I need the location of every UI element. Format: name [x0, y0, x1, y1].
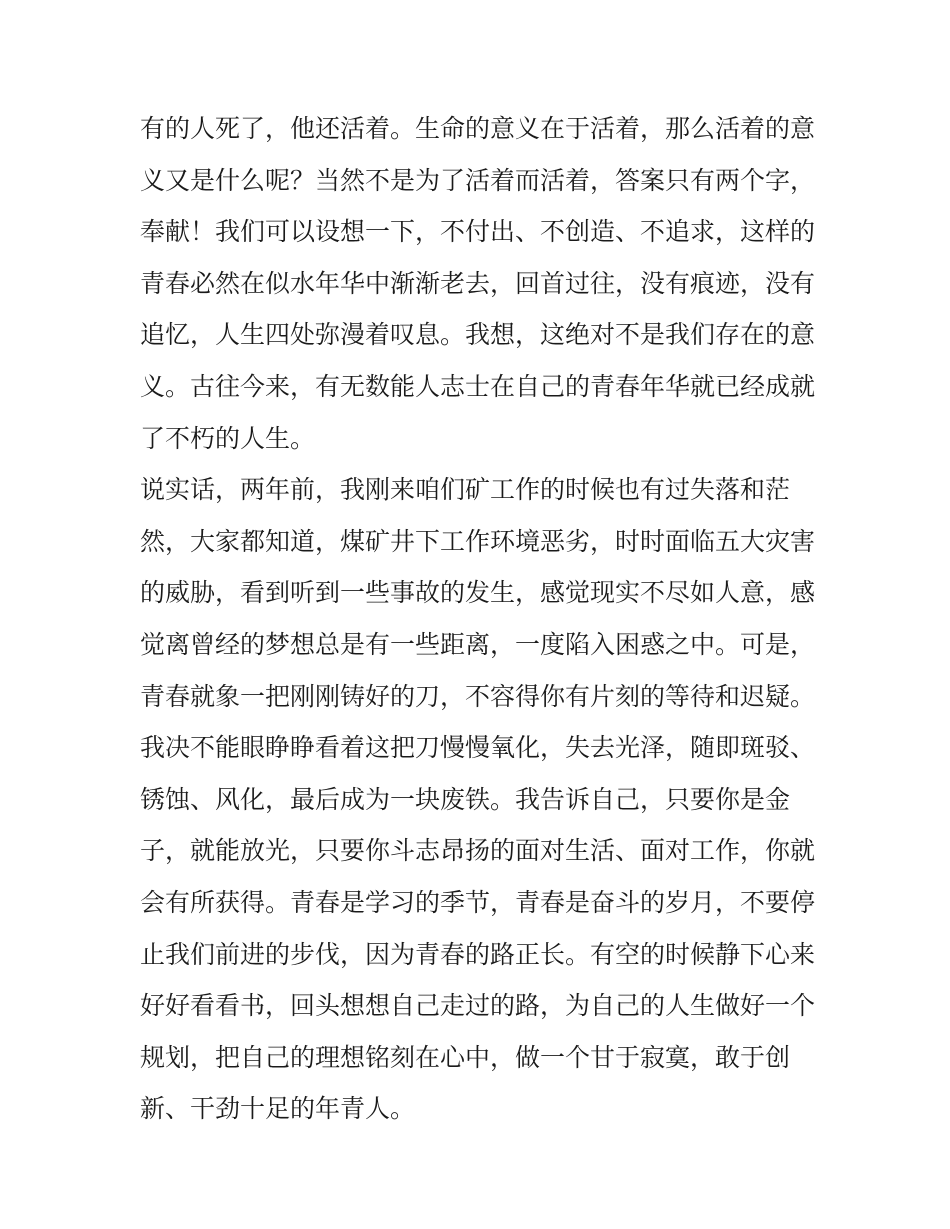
text-line: 新、干劲十足的年青人。 [140, 1094, 416, 1124]
text-line: 好好看看书，回头想想自己走过的路，为自己的人生做好一个 [140, 991, 816, 1021]
text-line: 子，就能放光，只要你斗志昂扬的面对生活、面对工作，你就 [140, 836, 816, 866]
text-line: 锈蚀、风化，最后成为一块废铁。我告诉自己，只要你是金 [140, 784, 791, 814]
text-line: 止我们前进的步伐，因为青春的路正长。有空的时候静下心来 [140, 939, 816, 969]
text-line: 说实话，两年前，我刚来咱们矿工作的时候也有过失落和茫 [140, 475, 791, 505]
text-line: 义又是什么呢？当然不是为了活着而活着，答案只有两个字， [140, 165, 816, 195]
paragraph-1 [140, 103, 820, 464]
text-line: 有的人死了，他还活着。生命的意义在于活着，那么活着的意 [140, 114, 816, 143]
text-line: 了不朽的人生。 [140, 423, 316, 453]
text-line: 追忆，人生四处弥漫着叹息。我想，这绝对不是我们存在的意 [140, 320, 816, 350]
text-line: 觉离曾经的梦想总是有一些距离，一度陷入困惑之中。可是， [140, 629, 816, 659]
text-line: 会有所获得。青春是学习的季节，青春是奋斗的岁月，不要停 [140, 887, 816, 917]
text-line: 奉献！我们可以设想一下，不付出、不创造、不追求，这样的 [140, 217, 816, 247]
text-line: 义。古往今来，有无数能人志士在自己的青春年华就已经成就 [140, 371, 816, 401]
paragraph-2 [140, 464, 820, 1135]
text-line: 青春就象一把刚刚铸好的刀，不容得你有片刻的等待和迟疑。 [140, 681, 816, 711]
text-line: 然，大家都知道，煤矿井下工作环境恶劣，时时面临五大灾害 [140, 526, 816, 556]
text-line: 青春必然在似水年华中渐渐老去，回首过往，没有痕迹，没有 [140, 268, 816, 298]
text-line: 规划，把自己的理想铭刻在心中，做一个甘于寂寞，敢于创 [140, 1042, 791, 1072]
text-line: 的威胁，看到听到一些事故的发生，感觉现实不尽如人意，感 [140, 578, 816, 608]
document-body [140, 103, 820, 1135]
text-line: 我决不能眼睁睁看着这把刀慢慢氧化，失去光泽，随即斑驳、 [140, 733, 816, 763]
